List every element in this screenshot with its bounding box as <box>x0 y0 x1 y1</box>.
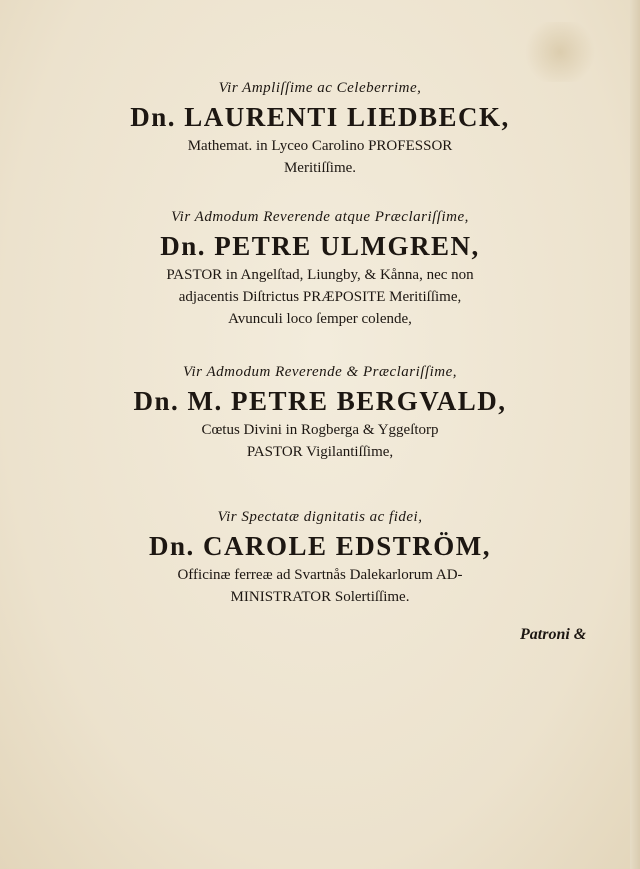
ink-stain <box>520 22 600 82</box>
dedication-liedbeck <box>0 80 640 179</box>
dedication-line: adjacentis Diſtrictus PRÆPOSITE Meritiſſime, <box>178 289 462 305</box>
dedication-edstrom <box>0 509 640 608</box>
dedication-line: Avunculi loco ſemper colende, <box>228 311 412 327</box>
dedication-ulmgren <box>0 209 640 330</box>
dedication-line: Mathemat. in Lyceo Carolino PROFESSOR <box>187 138 453 154</box>
catchword: Patroni & <box>520 626 587 643</box>
dedication-line: Officinæ ferreæ ad Svartnås Dalekarlorum AD- <box>177 567 463 583</box>
dedicatee-name: Dn. CAROLE EDSTRÖM, <box>148 531 492 561</box>
dedication-intro: Vir Ampliſſime ac Celeberrime, <box>218 80 422 96</box>
dedication-line: PASTOR in Angelſtad, Liungby, & Kånna, nec non <box>166 267 474 283</box>
dedicatee-name: Dn. PETRE ULMGREN, <box>160 231 480 261</box>
dedication-line: MINISTRATOR Solertiſſime. <box>230 589 410 605</box>
dedication-bergvald <box>0 364 640 463</box>
dedication-intro: Vir Admodum Reverende atque Præclariſſime, <box>171 209 469 225</box>
dedication-line: Meritiſſime. <box>283 160 357 176</box>
dedicatee-name: Dn. M. PETRE BERGVALD, <box>133 386 507 416</box>
dedication-intro: Vir Admodum Reverende & Præclariſſime, <box>182 364 458 380</box>
dedicatee-name: Dn. LAURENTI LIEDBECK, <box>130 102 510 132</box>
dedication-line: PASTOR Vigilantiſſime, <box>246 444 394 460</box>
dedication-line: Cœtus Divini in Rogberga & Yggeſtorp <box>201 422 439 438</box>
dedication-intro: Vir Spectatæ dignitatis ac fidei, <box>217 509 423 525</box>
